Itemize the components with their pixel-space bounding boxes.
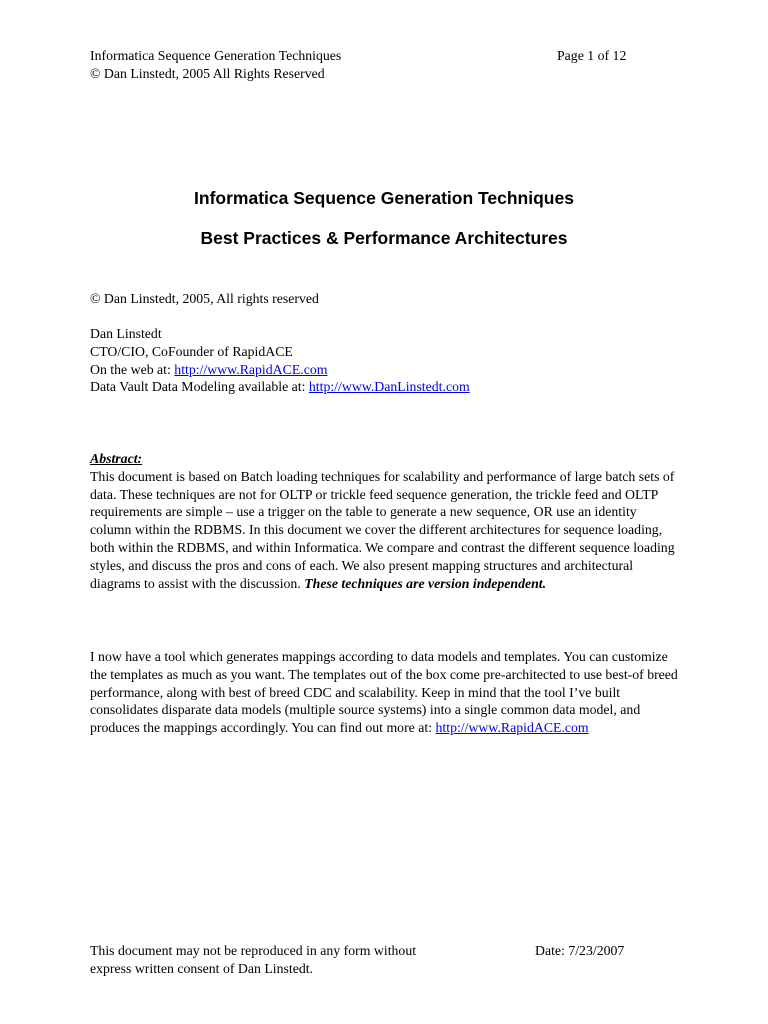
footer-notice-line2: express written consent of Dan Linstedt.	[90, 961, 313, 976]
author-web	[90, 361, 470, 379]
footer-date: Date: 7/23/2007	[535, 943, 625, 958]
author-modeling-label: Data Vault Data Modeling available at:	[90, 379, 309, 395]
footer-notice-line1: This document may not be reproduced in any form without	[90, 943, 417, 958]
author-block	[90, 325, 470, 396]
tool-paragraph-text: I now have a tool which generates mappings according to data models and templates. You can customize the templates as much as you want. The templates out of the box come pre-architected to use best-of breed performance, along with best of breed CDC and scalability. Keep in mind that the tool I’ve built consolidates disparate data models (multiple source systems) into a single common data model, and produces the mappings accordingly. You can find out more at:	[90, 649, 678, 736]
header-copyright: © Dan Linstedt, 2005 All Rights Reserved	[90, 66, 325, 81]
abstract-text: This document is based on Batch loading techniques for scalability and performance of large batch sets of data. These techniques are not for OLTP or trickle feed sequence generation, the trickle feed and OLTP requirements are simple – use a trigger on the table to generate a new sequence, OR use an identity column within the RDBMS. In this document we cover the different architectures for sequence loading, both within the RDBMS, and within Informatica. We compare and contrast the different sequence loading styles, and discuss the pros and cons of each. We also present mapping structures and architectural diagrams to assist with the discussion.	[90, 468, 675, 591]
document-title: Informatica Sequence Generation Techniques	[194, 188, 574, 208]
abstract-heading: Abstract:	[90, 451, 143, 466]
abstract-body	[90, 468, 680, 593]
tool-paragraph	[90, 648, 680, 737]
danlinstedt-link[interactable]: http://www.DanLinstedt.com	[308, 379, 470, 395]
document-subtitle: Best Practices & Performance Architectures	[200, 228, 568, 248]
abstract-emphasis: These techniques are version independent.	[304, 575, 547, 591]
header-page-number: Page 1 of 12	[557, 48, 627, 63]
copyright-line: © Dan Linstedt, 2005, All rights reserved	[90, 291, 319, 306]
header-doc-title: Informatica Sequence Generation Techniques	[90, 48, 342, 63]
footer-notice	[90, 942, 416, 978]
tool-rapidace-link[interactable]: http://www.RapidACE.com	[435, 720, 589, 736]
author-name: Dan Linstedt	[90, 326, 162, 341]
page-header	[90, 47, 341, 83]
author-modeling	[90, 378, 470, 396]
author-role: CTO/CIO, CoFounder of RapidACE	[90, 343, 293, 359]
rapidace-link[interactable]: http://www.RapidACE.com	[174, 361, 328, 377]
author-web-label: On the web at:	[90, 361, 175, 377]
abstract-section	[90, 450, 680, 592]
